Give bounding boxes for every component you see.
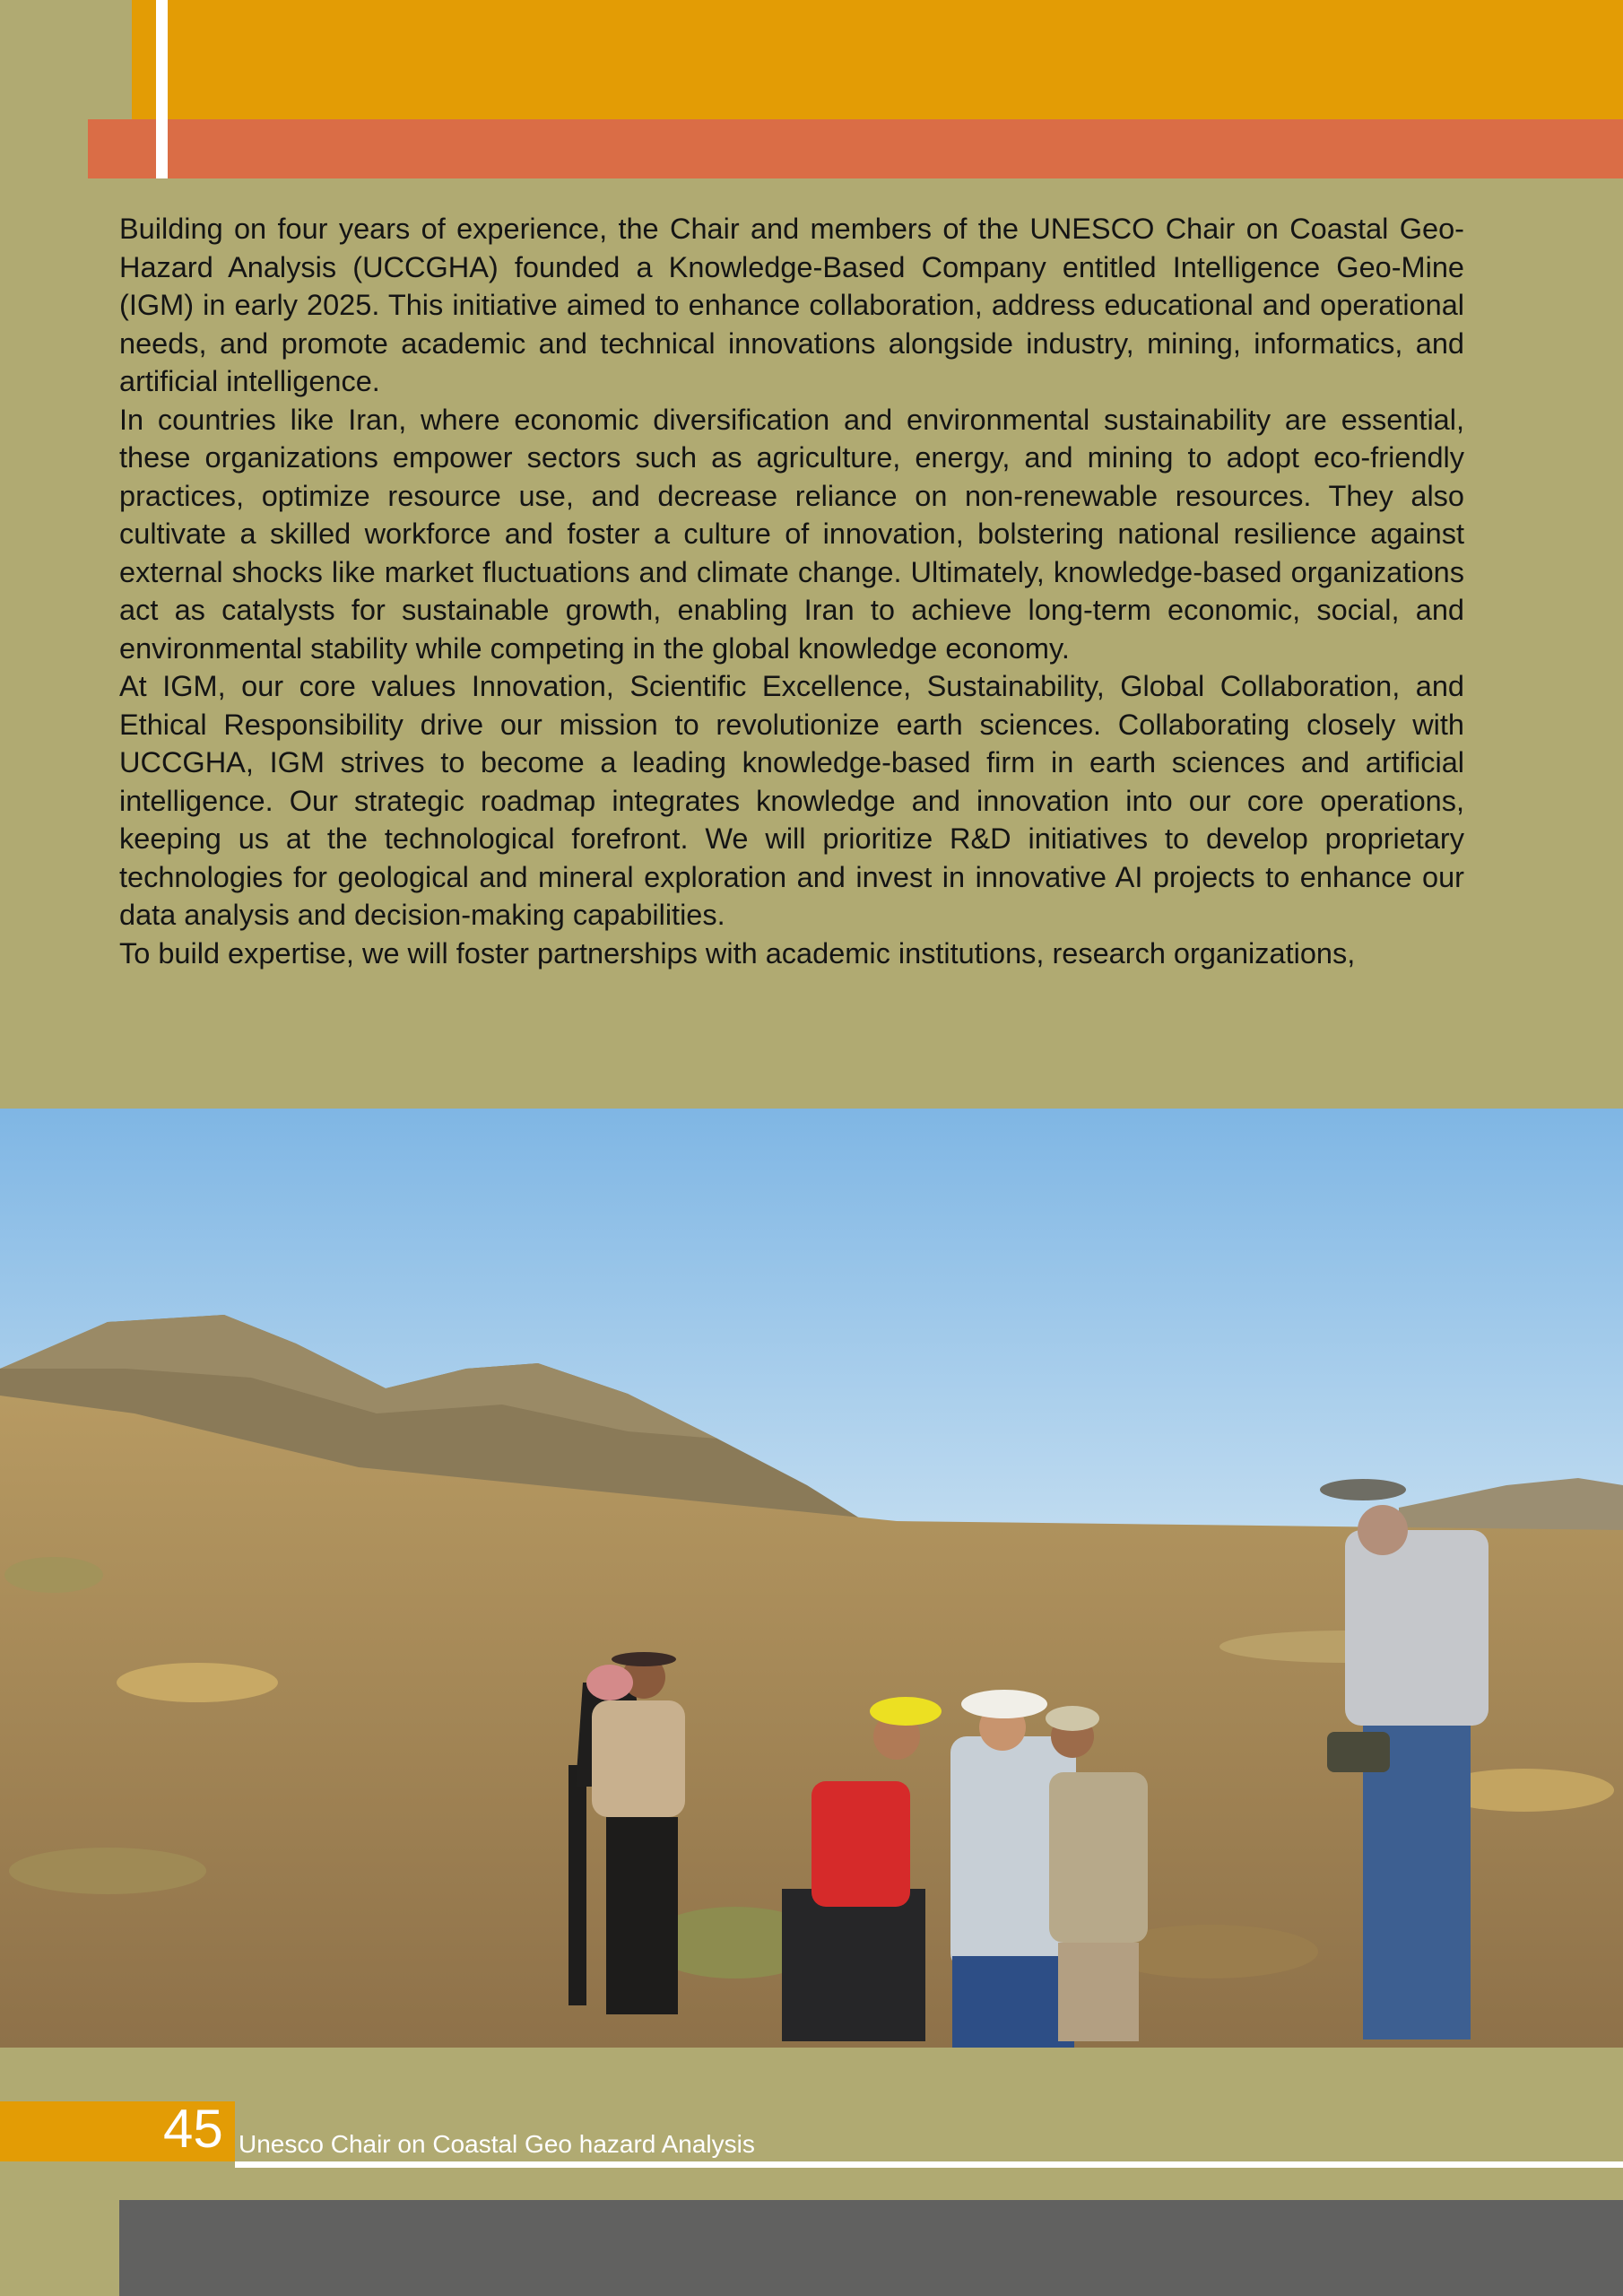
photo-person-left bbox=[568, 1652, 685, 2014]
footer-gray-band bbox=[119, 2200, 1623, 2296]
article-paragraph-1: Building on four years of experience, the Chair and members of the UNESCO Chair on Coastal Geo-Hazard Analysis (UCCGHA) founded a Knowledge-Based Company entitled Intelligence Geo-Mine (IGM) in early 2025. This initiative aimed to enhance collaboration, address educational and operational needs, and promote academic and technical innovations alongside industry, mining, informatics, and artificial intelligence. bbox=[119, 213, 1464, 397]
header-red-band bbox=[88, 119, 1623, 178]
article-paragraph-4: To build expertise, we will foster partnerships with academic institutions, research organizations, bbox=[119, 936, 1356, 970]
article-paragraph-2: In countries like Iran, where economic diversification and environmental sustainability are essential, these organizations empower sectors such as agriculture, energy, and mining to adopt eco-friendly practices, optimize resource use, and decrease reliance on non-renewable resources. They also cultivate a skilled workforce and foster a culture of innovation, bolstering national resilience against external shocks like market fluctuations and climate change. Ultimately, knowledge-based organizations act as catalysts for sustainable growth, enabling Iran to achieve long-term economic, social, and environmental stability while competing in the global knowledge economy. bbox=[119, 403, 1464, 665]
header-orange-band bbox=[132, 0, 1623, 119]
publication-title: Unesco Chair on Coastal Geo hazard Analysis bbox=[239, 2130, 755, 2158]
header-white-stripe bbox=[156, 0, 168, 178]
page-number: 45 bbox=[163, 2099, 223, 2159]
field-trip-photo bbox=[0, 1109, 1623, 2048]
article-body bbox=[119, 210, 1464, 972]
footer-rule bbox=[235, 2161, 1623, 2168]
article-paragraph-3: At IGM, our core values Innovation, Scientific Excellence, Sustainability, Global Collaboration, and Ethical Responsibility drive our mission to revolutionize earth sciences. Collaborating closely with UCCGHA, IGM strives to become a leading knowledge-based firm in earth sciences and artificial intelligence. Our strategic roadmap integrates knowledge and innovation into our core operations, keeping us at the technological forefront. We will prioritize R&D initiatives to develop proprietary technologies for geological and mineral exploration and invest in innovative AI projects to enhance our data analysis and decision-making capabilities. bbox=[119, 670, 1464, 931]
